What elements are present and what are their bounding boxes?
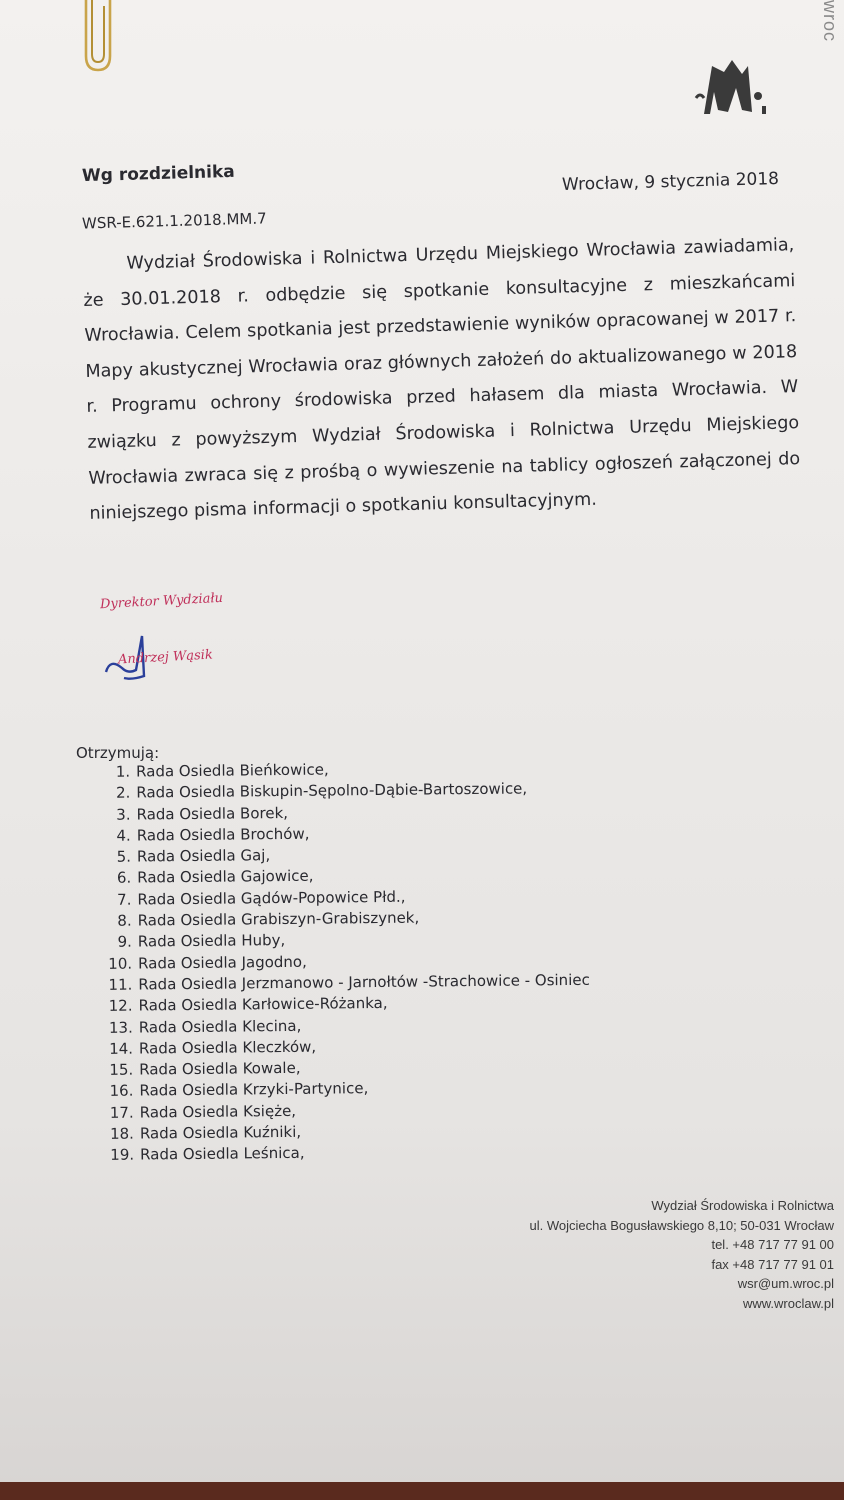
list-item [96,1140,592,1166]
list-item-name: Rada Osiedla Borek, [136,803,289,824]
footer-contact [530,1196,834,1314]
list-item-name: Rada Osiedla Gaj, [136,846,271,866]
list-item-number: 14. [109,1039,134,1058]
list-item-number: 15. [109,1060,134,1079]
list-item-name: Rada Osiedla Krzyki-Partynice, [139,1079,369,1100]
list-item-number: 16. [109,1082,134,1101]
city-logo [690,52,770,122]
list-item-number: 9. [117,932,132,952]
list-item-name: Rada Osiedla Kleczków, [138,1037,317,1058]
list-item-number: 12. [108,996,133,1016]
list-item-name: Rada Osiedla Biskupin-Sępolno-Dąbie-Bartoszowice, [136,779,528,802]
list-item-number: 17. [109,1103,134,1122]
list-item-number: 13. [108,1018,133,1037]
footer-email: wsr@um.wroc.pl [737,1276,834,1292]
footer-address: ul. Wojciecha Bogusławskiego 8,10; 50-031 Wrocław [529,1217,834,1233]
list-item-number: 6. [116,869,132,888]
footer-website: www.wroclaw.pl [742,1295,834,1311]
list-item-number: 4. [116,826,131,845]
list-item-name: Rada Osiedla Jerzmanowo - Jarnołtów -Strachowice - Osiniec [138,970,590,994]
footer-department: Wydział Środowiska i Rolnictwa [651,1198,834,1213]
list-item-name: Rada Osiedla Księże, [139,1101,297,1122]
recipients-list [92,757,592,1167]
list-item-name: Rada Osiedla Gajowice, [137,867,314,888]
list-item-number: 8. [117,911,132,930]
signature-title: Dyrektor Wydziału [99,590,224,613]
list-item-name: Rada Osiedla Brochów, [136,824,310,845]
footer-tel: tel. +48 717 77 91 00 [711,1237,834,1253]
list-item-number: 11. [108,975,133,994]
list-item-name: Rada Osiedla Grabiszyn-Grabiszynek, [137,908,420,930]
table-surface [0,1482,844,1500]
edge-logo-text: wroc [820,0,840,43]
list-item-name: Rada Osiedla Klecina, [138,1016,302,1037]
letter-body: Wydział Środowiska i Rolnictwa Urzędu Miejskiego Wrocławia zawiadamia, że 30.01.2018 r. odbędzie się spotkanie konsultacyjne z mieszkańcami Wrocławia. Celem spotkania jest przedstawienie wyników opracowanej w 2017 r. Mapy akustycznej Wrocławia oraz głównych założeń do aktualizowanego w 2018 r. Programu ochrony środowiska przed hałasem dla miasta Wrocławia. W związku z powyższym Wydział Środowiska i Rolnictwa Urzędu Miejskiego Wrocławia zwraca się z prośbą o wywieszenie na tablicy ogłoszeń załączonej do niniejszego pisma informacji o spotkaniu konsultacyjnym. [83,235,801,525]
paper-clip-icon [78,0,118,74]
list-item-number: 19. [110,1145,135,1165]
list-item-number: 7. [117,890,132,909]
list-item-name: Rada Osiedla Leśnica, [140,1144,305,1164]
footer-fax: fax +48 717 77 91 01 [711,1256,834,1272]
list-item-name: Rada Osiedla Bieńkowice, [136,760,329,781]
list-item-number: 2. [115,783,131,803]
list-item-number: 10. [108,954,133,973]
recipients-title: Otrzymują: [76,744,160,762]
list-item-number: 1. [115,762,131,781]
list-item-name: Rada Osiedla Huby, [137,931,286,951]
letter-date: Wrocław, 9 stycznia 2018 [561,168,780,196]
list-item-name: Rada Osiedla Gądów-Popowice Płd., [137,887,406,909]
list-item-number: 5. [116,847,132,866]
list-item-name: Rada Osiedla Karłowice-Różanka, [138,994,388,1015]
list-item-number: 18. [109,1124,134,1143]
list-item-name: Rada Osiedla Jagodno, [138,952,307,973]
list-item-name: Rada Osiedla Kowale, [139,1058,301,1079]
signature-name: Andrzej Wąsik [117,647,214,668]
addressee: Wg rozdzielnika [81,161,236,187]
list-item-number: 3. [116,805,131,824]
list-item-name: Rada Osiedla Kuźniki, [139,1122,302,1143]
reference-number: WSR-E.621.1.2018.MM.7 [81,209,267,233]
